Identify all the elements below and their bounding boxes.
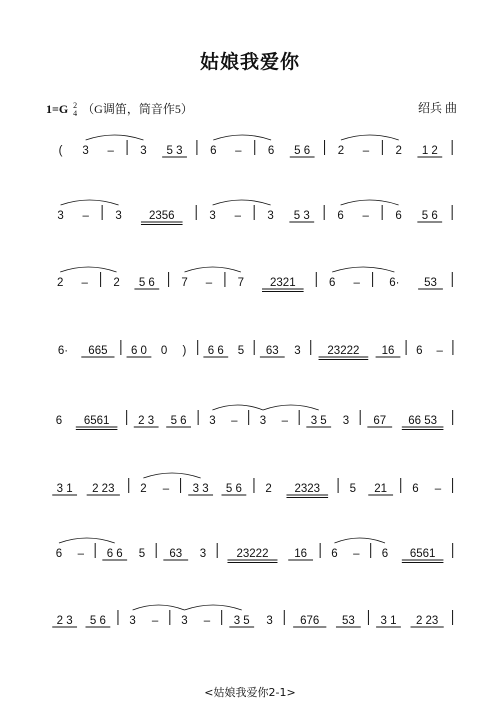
dash-extension: – <box>203 615 211 627</box>
dash-extension: – <box>107 145 114 157</box>
tie-arc <box>184 605 241 610</box>
note-group: 7 <box>181 277 188 289</box>
notation-line-4 <box>0 330 500 370</box>
note-group: 23222 <box>236 548 269 560</box>
note-group: 3 5 <box>233 615 250 627</box>
note-group: 3 <box>129 615 136 627</box>
note-group: 6 0 <box>130 345 147 357</box>
note-group: 6 <box>331 548 338 560</box>
notation-line-6 <box>0 468 500 508</box>
note-group: 2 <box>265 483 272 495</box>
note-group: 3 <box>209 210 216 222</box>
dash-extension: – <box>281 415 289 427</box>
note-group: 6 <box>55 548 63 560</box>
note-group: 6561 <box>83 415 110 427</box>
dash-extension: – <box>362 145 370 157</box>
dash-extension: – <box>162 483 170 495</box>
tie-arc <box>212 405 263 410</box>
note-group: 3 <box>115 210 122 222</box>
tie-arc <box>185 267 241 272</box>
note-group: 3 <box>181 615 188 627</box>
note-group: 6 <box>395 210 402 222</box>
page-footer: <姑娘我爱你2-1> <box>204 686 296 699</box>
note-group: 2321 <box>270 277 296 289</box>
notation-svg <box>0 600 500 640</box>
note-group: 6 <box>210 145 217 157</box>
notation-svg <box>0 330 500 370</box>
tie-arc <box>334 538 385 543</box>
notation-svg <box>0 468 500 508</box>
notation-line-8 <box>0 600 500 640</box>
dash-extension: – <box>434 483 442 495</box>
notation-svg <box>0 400 500 440</box>
notation-svg <box>0 130 500 170</box>
notation-line-2 <box>0 195 500 235</box>
notation-svg <box>0 262 500 302</box>
tie-arc <box>341 135 399 140</box>
note-group: 6 <box>267 145 275 157</box>
dash-extension: – <box>82 210 89 222</box>
note-group: 3 1 <box>380 615 397 627</box>
note-group: 16 <box>294 548 308 560</box>
note-group: 3 <box>209 415 216 427</box>
note-group: 5 3 <box>166 145 183 157</box>
note-group: 2 <box>57 277 64 289</box>
tie-arc <box>332 267 394 272</box>
dash-extension: – <box>77 548 85 560</box>
note-group: 3 <box>259 415 267 427</box>
note-group: 665 <box>88 345 108 357</box>
dash-extension: – <box>235 145 242 157</box>
note-group: 6561 <box>409 548 436 560</box>
tie-arc <box>61 200 119 205</box>
tie-arc <box>263 405 319 410</box>
note-group: 5 6 <box>225 483 242 495</box>
note-group: 3 5 <box>310 415 327 427</box>
notation-line-1 <box>0 130 500 170</box>
tie-arc <box>213 200 271 205</box>
note-group: 6 <box>329 277 336 289</box>
tie-arc <box>59 538 115 543</box>
time-signature-bottom: 4 <box>73 109 78 119</box>
dash-extension: – <box>234 210 241 222</box>
note-group: 3 <box>342 415 350 427</box>
dash-extension: – <box>353 277 360 289</box>
note-group: 5 6 <box>294 145 311 157</box>
note-group: 3 <box>266 615 273 627</box>
notation-line-3 <box>0 262 500 302</box>
note-group: 6 <box>416 345 423 357</box>
note-group: 2 23 <box>415 615 439 627</box>
note-group: 6· <box>389 277 400 289</box>
notation-line-7 <box>0 533 500 573</box>
note-group: 6· <box>57 345 69 357</box>
note-group: 16 <box>381 345 395 357</box>
note-group: 67 <box>373 415 387 427</box>
note-group: 5 6 <box>138 277 155 289</box>
note-group: 63 <box>265 345 279 357</box>
key-signature: 1=G <box>46 102 69 116</box>
note-group: 5 6 <box>89 615 106 627</box>
dash-extension: – <box>151 615 159 627</box>
note-group: 2 23 <box>92 483 115 495</box>
note-group: 2 <box>337 145 345 157</box>
note-group: 3 <box>57 210 64 222</box>
note-group: 3 3 <box>192 483 209 495</box>
key-note: （G调笛，筒音作5） <box>82 102 193 116</box>
note-group: 5 <box>237 345 245 357</box>
notation-svg <box>0 533 500 573</box>
note-group: 2 3 <box>138 415 155 427</box>
tie-arc <box>341 200 399 205</box>
note-group: 53 <box>424 277 437 289</box>
note-group: 6 6 <box>207 345 224 357</box>
tie-arc <box>86 135 144 140</box>
note-group: 7 <box>237 277 245 289</box>
note-group: 23222 <box>327 345 360 357</box>
repeat-bracket: ( <box>58 145 63 157</box>
tie-arc <box>133 605 185 610</box>
note-group: 3 <box>82 145 89 157</box>
note-group: 6 <box>412 483 419 495</box>
note-group: 3 <box>267 210 274 222</box>
dash-extension: – <box>362 210 369 222</box>
note-group: 2 <box>140 483 147 495</box>
note-group: 66 53 <box>408 415 438 427</box>
time-signature <box>73 102 77 118</box>
note-group: 6 <box>55 415 63 427</box>
notation-svg <box>0 195 500 235</box>
note-group: 6 <box>381 548 389 560</box>
note-group: 21 <box>374 483 388 495</box>
note-group: 5 6 <box>421 210 438 222</box>
note-group: 2356 <box>148 210 175 222</box>
note-group: 0 <box>160 345 168 357</box>
notation-line-5 <box>0 400 500 440</box>
time-signature-top: 2 <box>73 101 78 111</box>
dash-extension: – <box>353 548 360 560</box>
note-group: 5 <box>138 548 146 560</box>
dash-extension: – <box>205 277 213 289</box>
note-group: 2 <box>113 277 120 289</box>
note-group: 2323 <box>294 483 321 495</box>
tie-arc <box>143 473 200 478</box>
note-group: 5 <box>349 483 356 495</box>
note-group: 5 3 <box>293 210 310 222</box>
dash-extension: – <box>436 345 443 357</box>
note-group: 3 <box>140 145 147 157</box>
note-group: 3 1 <box>56 483 73 495</box>
note-group: 5 6 <box>170 415 187 427</box>
dash-extension: – <box>81 277 88 289</box>
note-group: 676 <box>300 615 320 627</box>
note-group: 63 <box>169 548 183 560</box>
note-group: 1 2 <box>421 145 438 157</box>
tie-arc <box>60 267 116 272</box>
note-group: 2 3 <box>56 615 73 627</box>
note-group: 53 <box>341 615 355 627</box>
tie-arc <box>213 135 271 140</box>
note-group: 6 <box>337 210 344 222</box>
note-group: 6 6 <box>106 548 123 560</box>
note-group: 2 <box>395 145 402 157</box>
note-group: 3 <box>199 548 207 560</box>
dash-extension: – <box>231 415 238 427</box>
song-title: 姑娘我爱你 <box>199 52 300 73</box>
composer: 绍兵 曲 <box>418 101 458 115</box>
note-group: 3 <box>294 345 301 357</box>
repeat-bracket: ) <box>182 345 187 357</box>
key-signature-line <box>46 100 193 118</box>
